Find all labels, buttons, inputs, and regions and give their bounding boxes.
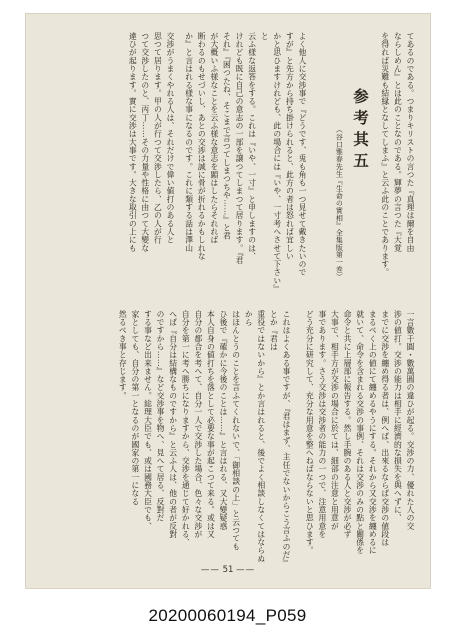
text-line: 交渉がうまくやれる人は、それだけで偉い値打のある人と [166,32,175,244]
page-number-value: 51 [222,565,234,575]
text-line: 違ひが起ります。實に交渉は大事です。大きな取引の上にも [128,32,138,253]
text-line: 重役ではないから』とか言はれると、後でよく相談しなくてはならぬから [244,310,266,563]
section-heading: 参考其五 [351,88,370,174]
text-line: 一言數千圓・數萬圓の違ひが起る。交渉の力、優れた人の交 [406,310,415,531]
text-line: 大事で、相手方が交渉の場合に於ては、細部の注意と用意が [330,310,340,531]
page-number-dash: —— [236,565,256,575]
text-line: よく他人に交渉事で『どうです、兎も角も一つ見せて戴きたいので [298,32,307,277]
body-paragraph-2 [36,32,176,294]
text-line: のですから……』など交渉事を物へ、見へて居る、反對だ [156,310,166,522]
text-line: 然るべき事と存じます。 [118,310,128,400]
text-line: 就いて、命令を含まれる交渉の事例、それは交渉のみの點と關係を [355,310,365,555]
text-line: まるべく上の値にて纏めるやうにする。それから又交渉を纏めるに [368,310,378,555]
text-line: それ』『困つたね、そこまで言つてしまつちや……』と君 [222,32,232,240]
book-page [26,14,430,588]
page-number [26,565,430,575]
intro-paragraph [376,32,416,294]
text-line: てあるのである。つまりキリストの言つた『真理は爾を自由 [406,32,415,253]
body-paragraph-1 [180,32,308,294]
body-paragraph-3 [298,310,416,564]
text-line: か』と言はれる様な事になるのです。これに類する話は澤山 [184,32,194,253]
source-citation: （谷口雅春先生『生命の實相』全集版第一巻） [335,126,344,281]
text-line: ならしめん』とは此のことなのである。輝夢の言つた『大覚 [393,32,403,253]
text-line: ひ後で『確かに今後のことは……』と言はれる、又大變疑惑 [219,310,229,531]
text-line: はほんとうのことを言ふてくれないで、「御相談の上」と云つても [231,310,241,551]
text-line: 渉の値打。交渉の能力は相手に經濟的な損失を與へずに、 [393,310,403,522]
text-line: が大概いふ様なことを云ふ様な意志を顕はしたらそれれば [209,32,219,244]
text-line: 云ふ様な返答をする。これは『いや、一寸』と申しますのは、 [247,32,257,261]
text-line: へば『自分は結構なものですから』と云ふ人は、他の者が反對 [168,310,178,539]
text-line: かと思ひますけれども、此の場合には『いや、一寸考へさせて下さい』と [260,32,282,293]
text-line: けれども既に自己の意志の一部を譲つてしまつて居ります。『君 [235,32,245,265]
text-line: 自分を第一に考へ勝ちになりますから、交渉を通じて好かれる、 [181,310,191,547]
text-line: 思つて居ります。甲の人が行つて交渉したら、乙の人が行 [153,32,163,244]
text-line: を得れば災難も結縁となしてしまふ』と云ふ此のことであります。 [380,32,390,277]
body-paragraph-4 [36,310,292,564]
text-line: これはよくある事ですが、『君はまず、主任でないからこう言ふのだ』とか『君は [269,310,291,563]
text-line: 命令と共に上層部に報告する。然し手腕のある人と交渉が必ず [343,310,353,539]
page-number-dash: —— [200,565,220,575]
text-line: 家としても、自分の第一となるのが國家の第一になる [130,310,140,506]
text-line: 自分の都合を考へて、自分一人で交渉した場合、色々な交渉が [193,310,203,539]
text-line: 事であります。さう交渉は交渉者の能力の一つで、注意用意を [317,310,327,539]
archive-id-caption: 20200060194_P059 [148,606,307,625]
text-line: する事など出来ません。総理大臣でも、或は國務大臣でも、 [143,310,153,531]
section-heading-block [312,32,372,294]
text-line: までに交渉を纏め得る者は、例へば、出來るならば交渉の値段は [380,310,390,547]
text-line: すが』と先方から持ち掛けられると、此方の者は怒れば宜しい [285,32,295,261]
text-line: 断わるのもせづいし、あとの交渉は誠に骨が折れるかもしれな [197,32,207,261]
text-line: どう充分に研究して、充分な用意を整へねばならないと思ひます。 [305,310,315,555]
text-line: つて交渉したのと、丙丁……その力量や性格に由つて大變な [140,32,150,253]
text-line: 本人自身の値打ちを落として必要な事が起こつて来る。或は又 [206,310,216,539]
